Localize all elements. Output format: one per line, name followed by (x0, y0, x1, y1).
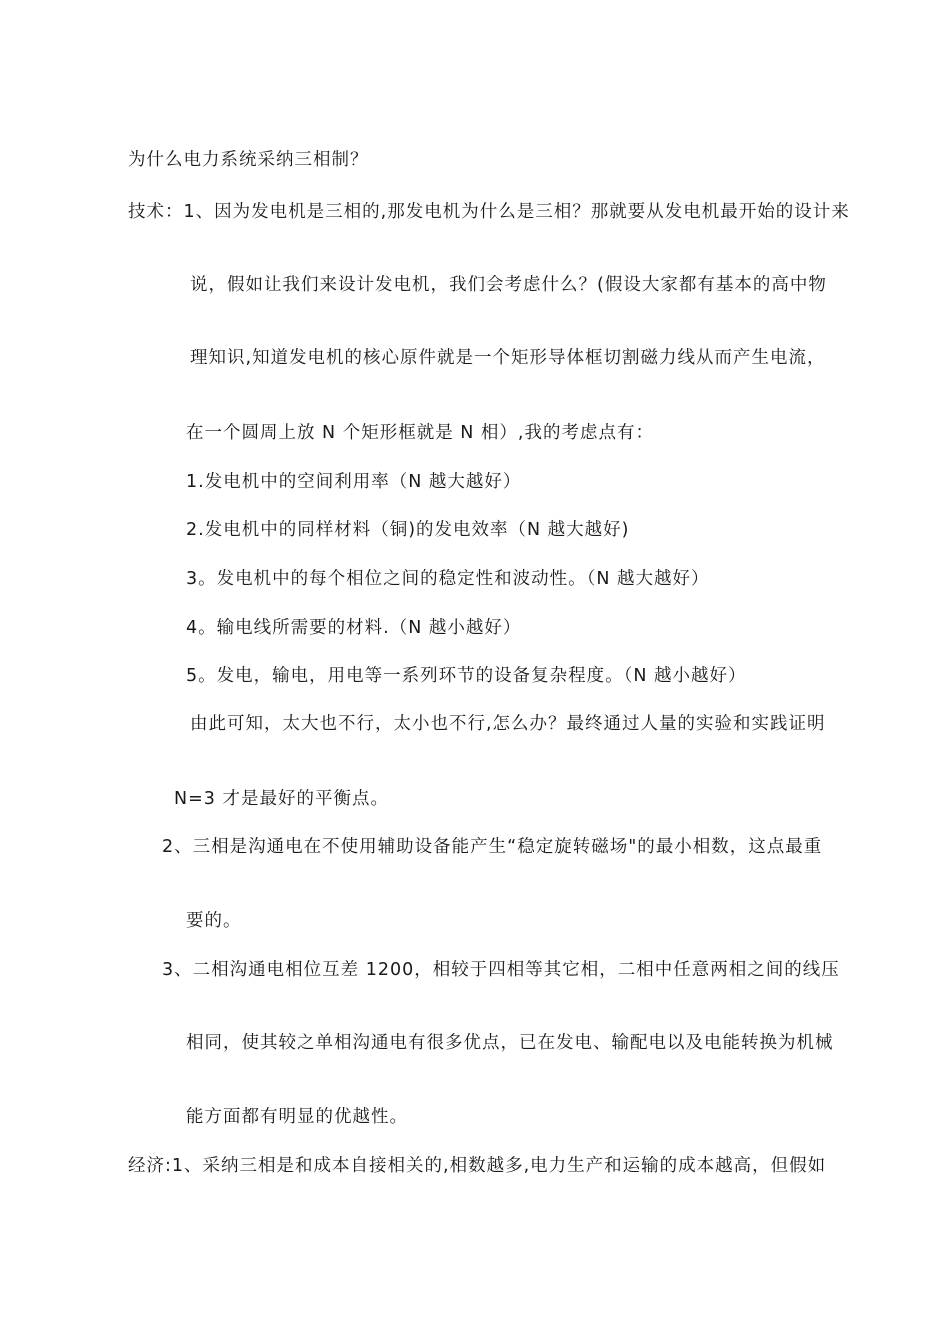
paragraph: 相同，使其较之单相沟通电有很多优点，已在发电、输配电以及电能转换为机械 (186, 1033, 834, 1053)
paragraph: 经济:1、采纳三相是和成本自接相关的,相数越多,电力生产和运输的成本越高，但假如 (128, 1156, 827, 1176)
paragraph: 说，假如让我们来设计发电机，我们会考虑什么？(假设大家都有基本的高中物 (190, 275, 827, 295)
paragraph: 技术：1、因为发电机是三相的,那发电机为什么是三相？那就要从发电机最开始的设计来 (128, 202, 850, 222)
paragraph: 能方面都有明显的优越性。 (186, 1107, 408, 1127)
paragraph: 理知识,知道发电机的核心原件就是一个矩形导体框切割磁力线从而产生电流， (190, 348, 826, 368)
list-item: 4。输电线所需要的材料.（N 越小越好） (186, 618, 522, 638)
document-title: 为什么电力系统采纳三相制？ (128, 150, 369, 170)
list-item: 5。发电，输电，用电等一系列环节的设备复杂程度。（N 越小越好） (186, 666, 747, 686)
paragraph: 3、二相沟通电相位互差 1200，相较于四相等其它相，二相中任意两相之间的线压 (162, 960, 840, 980)
paragraph: 在一个圆周上放 N 个矩形框就是 N 相）,我的考虑点有： (186, 423, 654, 443)
list-item: 2.发电机中的同样材料（铜)的发电效率（N 越大越好) (186, 520, 630, 540)
paragraph: 由此可知，太大也不行，太小也不行,怎么办？最终通过人量的实验和实践证明 (190, 714, 826, 734)
list-item: 3。发电机中的每个相位之间的稳定性和波动性。（N 越大越好） (186, 569, 710, 589)
paragraph: 要的。 (186, 911, 242, 931)
paragraph: 2、三相是沟通电在不使用辅助设备能产生“稳定旋转磁场"的最小相数，这点最重 (162, 837, 823, 857)
paragraph: N=3 才是最好的平衡点。 (174, 789, 389, 809)
list-item: 1.发电机中的空间利用率（N 越大越好） (186, 472, 522, 492)
